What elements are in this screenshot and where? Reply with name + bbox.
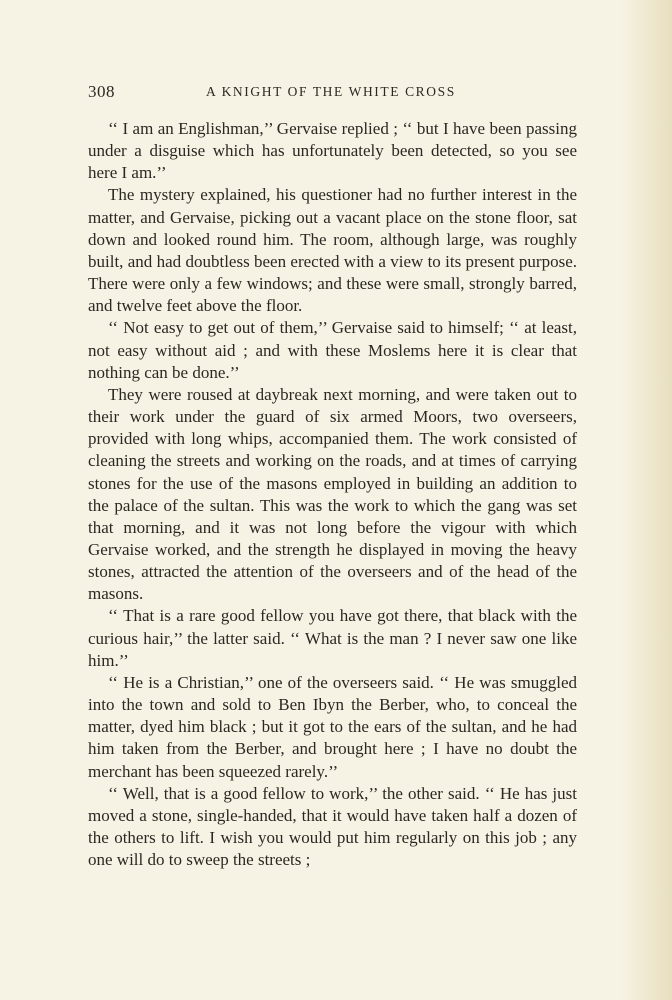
paragraph-7: ‘‘ Well, that is a good fellow to work,’’ the other said. ‘‘ He has just moved a stone, single-handed, that it would have taken half a dozen of the others to lift. I wish you would put him regularly on this job ; any one will do to sweep the streets ;	[88, 783, 577, 870]
paragraph-2: The mystery explained, his questioner had no further interest in the matter, and Gervaise, picking out a vacant place on the stone floor, sat down and looked round him. The room, although large, was roughly built, and had doubtless been erected with a view to its present purpose. There were only a few windows; and these were small, strongly barred, and twelve feet above the floor.	[88, 185, 577, 316]
page-header	[88, 82, 588, 104]
paragraph-4: They were roused at daybreak next morning, and were taken out to their work under the guard of six armed Moors, two overseers, provided with long whips, accompanied them. The work consisted of cleaning the streets and working on the roads, and at times of carrying stones for the use of the masons employed in building an addition to the palace of the sultan. This was the work to which the gang was set that morning, and it was not long before the vigour with which Gervaise worked, and the strength he displayed in moving the heavy stones, attracted the attention of the overseers and of the head of the masons.	[88, 384, 577, 604]
running-title: A KNIGHT OF THE WHITE CROSS	[206, 84, 456, 99]
body-text	[88, 118, 577, 871]
paragraph-3: ‘‘ Not easy to get out of them,’’ Gervaise said to himself; ‘‘ at least, not easy without aid ; and with these Moslems here it is clear that nothing can be done.’’	[88, 318, 577, 382]
paragraph-5: ‘‘ That is a rare good fellow you have got there, that black with the curious hair,’’ the latter said. ‘‘ What is the man ? I never saw one like him.’’	[88, 606, 577, 670]
page-edge-shadow	[620, 0, 672, 1000]
page-number: 308	[88, 82, 115, 101]
paragraph-1: ‘‘ I am an Englishman,’’ Gervaise replied ; ‘‘ but I have been passing under a disguise which has unfortunately been detected, so you see here I am.’’	[88, 119, 577, 183]
paragraph-6: ‘‘ He is a Christian,’’ one of the overseers said. ‘‘ He was smuggled into the town and sold to Ben Ibyn the Berber, who, to conceal the matter, dyed him black ; but it got to the ears of the sultan, and he had him taken from the Berber, and brought here ; I have no doubt the merchant has been squeezed rarely.’’	[88, 672, 577, 781]
